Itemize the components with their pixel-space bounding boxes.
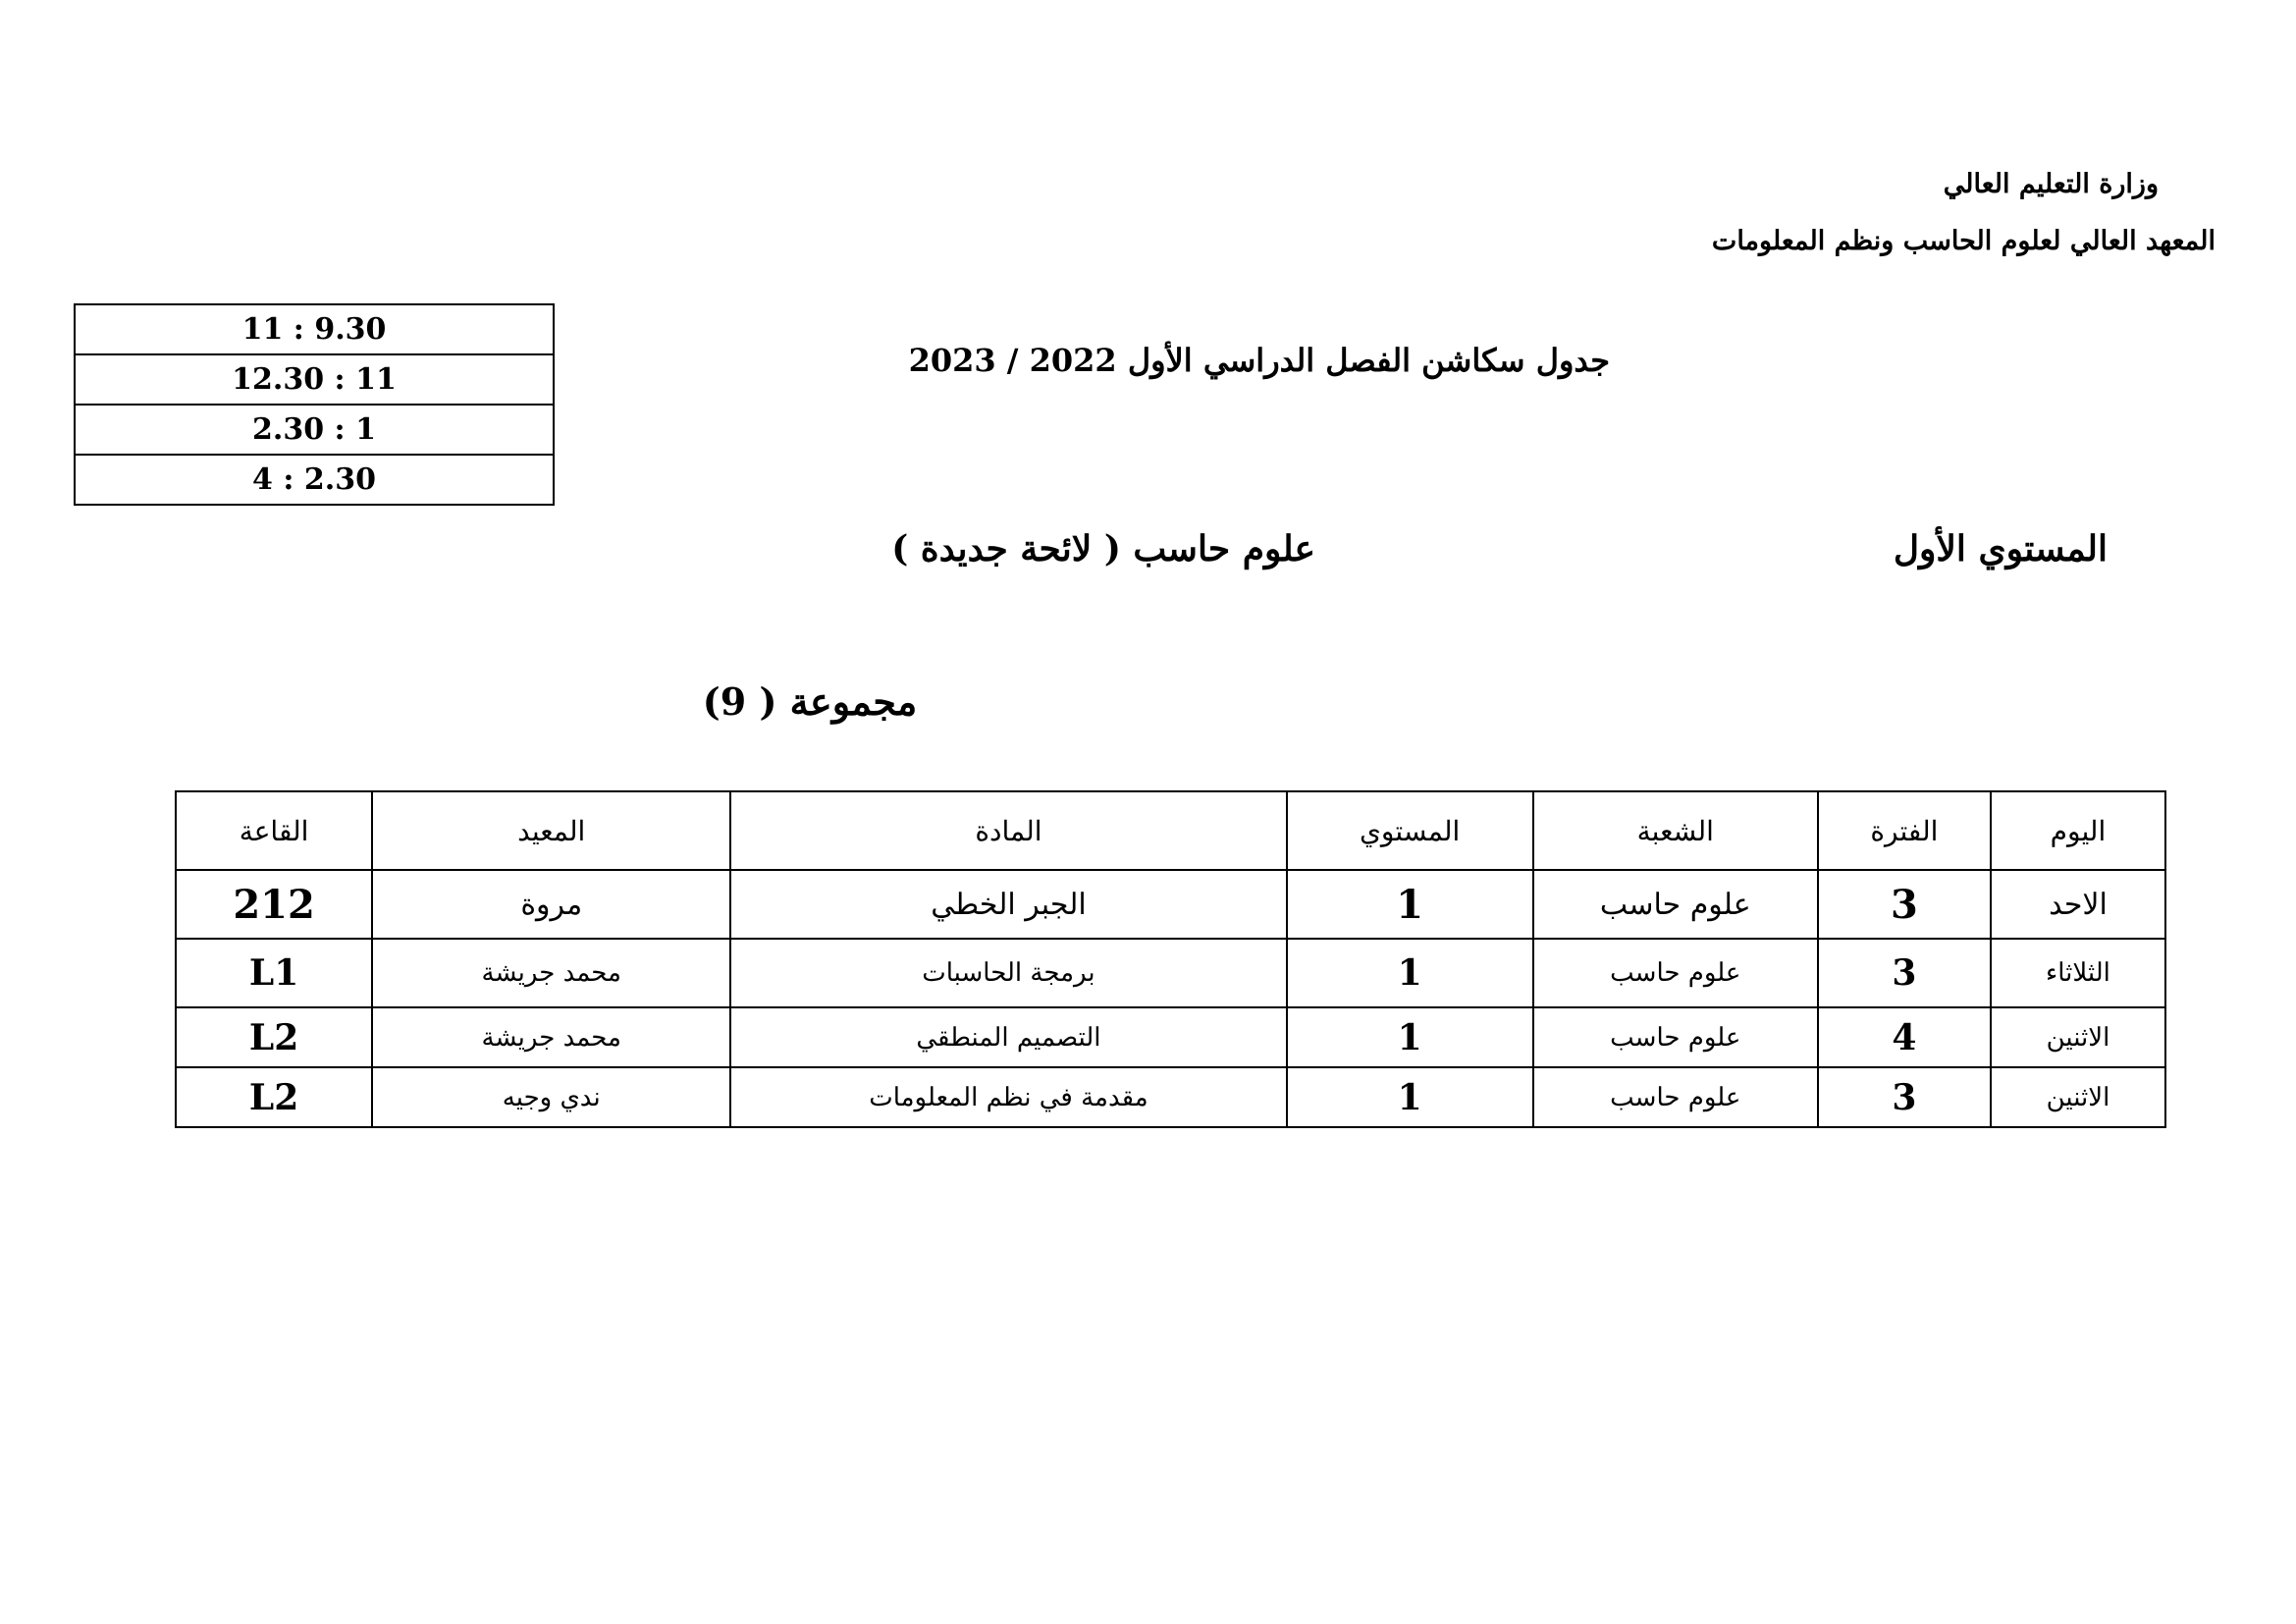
time-slot-row [75,354,554,405]
header-day: اليوم [1991,791,2165,870]
table-row [176,870,2165,939]
time-slot: 11 : 9.30 [75,304,554,354]
cell-subject: الجبر الخطي [730,870,1286,939]
level-heading: المستوي الأول [1893,528,2108,569]
ministry-name: وزارة التعليم العالي [1943,169,2159,199]
institute-name: المعهد العالي لعلوم الحاسب ونظم المعلومات [1711,226,2216,256]
cell-level: 1 [1287,1007,1533,1067]
cell-instructor: محمد جريشة [372,1007,730,1067]
document-title: جدول سكاشن الفصل الدراسي الأول 2022 / 2023 [908,342,1610,379]
cell-period: 3 [1818,939,1991,1007]
schedule-table [175,790,2166,1128]
group-heading: مجموعة ( 9) [702,679,918,724]
cell-level: 1 [1287,870,1533,939]
program-heading: علوم حاسب ( لائحة جديدة ) [891,528,1315,569]
cell-room: L2 [176,1067,372,1127]
header-division: الشعبة [1533,791,1818,870]
cell-instructor: ندي وجيه [372,1067,730,1127]
cell-division: علوم حاسب [1533,1007,1818,1067]
time-slot: 4 : 2.30 [75,455,554,505]
cell-room: L1 [176,939,372,1007]
time-slots-table [74,303,555,506]
cell-subject: التصميم المنطقي [730,1007,1286,1067]
table-row [176,1007,2165,1067]
cell-level: 1 [1287,939,1533,1007]
header-instructor: المعيد [372,791,730,870]
cell-day: الاحد [1991,870,2165,939]
table-row [176,939,2165,1007]
cell-period: 3 [1818,1067,1991,1127]
cell-day: الاثنين [1991,1067,2165,1127]
cell-room: L2 [176,1007,372,1067]
header-period: الفترة [1818,791,1991,870]
cell-instructor: محمد جريشة [372,939,730,1007]
header-room: القاعة [176,791,372,870]
time-slot: 2.30 : 1 [75,405,554,455]
table-row [176,1067,2165,1127]
cell-day: الاثنين [1991,1007,2165,1067]
cell-room: 212 [176,870,372,939]
cell-division: علوم حاسب [1533,870,1818,939]
time-slot-row [75,455,554,505]
header-level: المستوي [1287,791,1533,870]
cell-level: 1 [1287,1067,1533,1127]
time-slot-row [75,405,554,455]
cell-subject: برمجة الحاسبات [730,939,1286,1007]
cell-instructor: مروة [372,870,730,939]
cell-subject: مقدمة في نظم المعلومات [730,1067,1286,1127]
cell-period: 3 [1818,870,1991,939]
time-slot-row [75,304,554,354]
cell-period: 4 [1818,1007,1991,1067]
time-slot: 12.30 : 11 [75,354,554,405]
cell-division: علوم حاسب [1533,1067,1818,1127]
cell-division: علوم حاسب [1533,939,1818,1007]
schedule-header-row [176,791,2165,870]
header-subject: المادة [730,791,1286,870]
cell-day: الثلاثاء [1991,939,2165,1007]
